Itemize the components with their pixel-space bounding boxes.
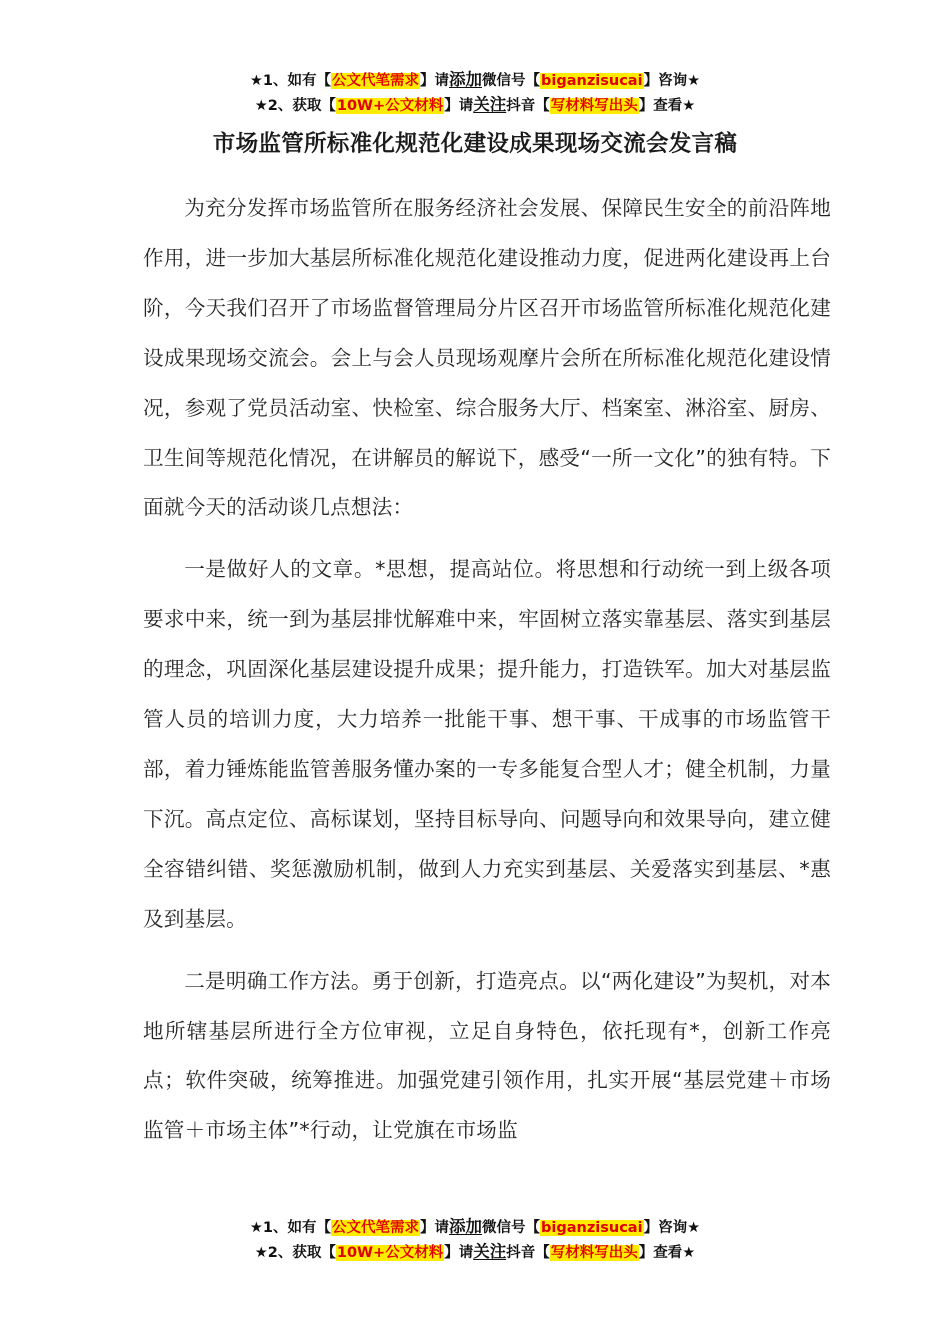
promo-line-2 [0, 1240, 950, 1265]
promo-emphasis: 关注 [473, 95, 507, 114]
body-paragraph: 为充分发挥市场监管所在服务经济社会发展、保障民生安全的前沿阵地作用，进一步加大基层所标准化规范化建设推动力度，促进两化建设再上台阶，今天我们召开了市场监督管理局分片区召开市场监管所标准化规范化建设成果现场交流会。会上与会人员现场观摩片会所在所标准化规范化建设情况，参观了党员活动室、快检室、综合服务大厅、档案室、淋浴室、厨房、卫生间等规范化情况，在讲解员的解说下，感受“一所一文化”的独有特。下面就今天的活动谈几点想法： [143, 196, 831, 520]
promo-text: ★2、获取【 [254, 1245, 336, 1261]
body-paragraph: 一是做好人的文章。*思想，提高站位。将思想和行动统一到上级各项要求中来，统一到为基层排忧解难中来，牢固树立落实靠基层、落实到基层的理念，巩固深化基层建设提升成果；提升能力，打造铁军。加大对基层监管人员的培训力度，大力培养一批能干事、想干事、干成事的市场监管干部，着力锤炼能监管善服务懂办案的一专多能复合型人才；健全机制，力量下沉。高点定位、高标谋划，坚持目标导向、问题导向和效果导向，建立健全容错纠错、奖惩激励机制，做到人力充实到基层、关爱落实到基层、*惠及到基层。 [143, 557, 831, 931]
promo-text: ★1、如有【 [249, 1220, 332, 1236]
promo-highlight-wechat-id: biganzisucai [541, 73, 643, 89]
promo-text: 】请 [420, 73, 450, 89]
bottom-promo-banner [0, 1215, 950, 1265]
promo-highlight: 公文代笔需求 [332, 1220, 420, 1236]
promo-highlight: 10W+公文材料 [336, 98, 444, 114]
promo-text: 】请 [420, 1220, 450, 1236]
promo-line-2 [0, 93, 950, 118]
promo-text: ★1、如有【 [249, 73, 332, 89]
promo-emphasis: 添加 [449, 1217, 483, 1236]
promo-highlight: 公文代笔需求 [332, 73, 420, 89]
top-promo-banner [0, 68, 950, 118]
promo-highlight-douyin: 写材料写出头 [550, 1245, 638, 1261]
promo-text: ★2、获取【 [254, 98, 336, 114]
promo-text: 微信号【 [482, 1220, 541, 1236]
promo-text: 抖音【 [506, 98, 550, 114]
promo-text: 】请 [444, 1245, 474, 1261]
promo-text: 】咨询★ [643, 73, 701, 89]
promo-text: 】查看★ [638, 1245, 696, 1261]
document-body [143, 184, 831, 1168]
promo-text: 】查看★ [638, 98, 696, 114]
promo-line-1 [0, 1215, 950, 1240]
promo-highlight: 10W+公文材料 [336, 1245, 444, 1261]
promo-emphasis: 添加 [449, 70, 483, 89]
promo-highlight-douyin: 写材料写出头 [550, 98, 638, 114]
promo-text: 】请 [444, 98, 474, 114]
body-paragraph: 二是明确工作方法。勇于创新，打造亮点。以“两化建设”为契机，对本地所辖基层所进行全方位审视，立足自身特色，依托现有*，创新工作亮点；软件突破，统筹推进。加强党建引领作用，扎实开展“基层党建＋市场监管＋市场主体”*行动，让党旗在市场监 [143, 968, 831, 1143]
promo-line-1 [0, 68, 950, 93]
promo-text: 】咨询★ [643, 1220, 701, 1236]
promo-text: 抖音【 [506, 1245, 550, 1261]
promo-emphasis: 关注 [473, 1242, 507, 1261]
document-title: 市场监管所标准化规范化建设成果现场交流会发言稿 [212, 131, 738, 157]
promo-text: 微信号【 [482, 73, 541, 89]
promo-highlight-wechat-id: biganzisucai [541, 1220, 643, 1236]
